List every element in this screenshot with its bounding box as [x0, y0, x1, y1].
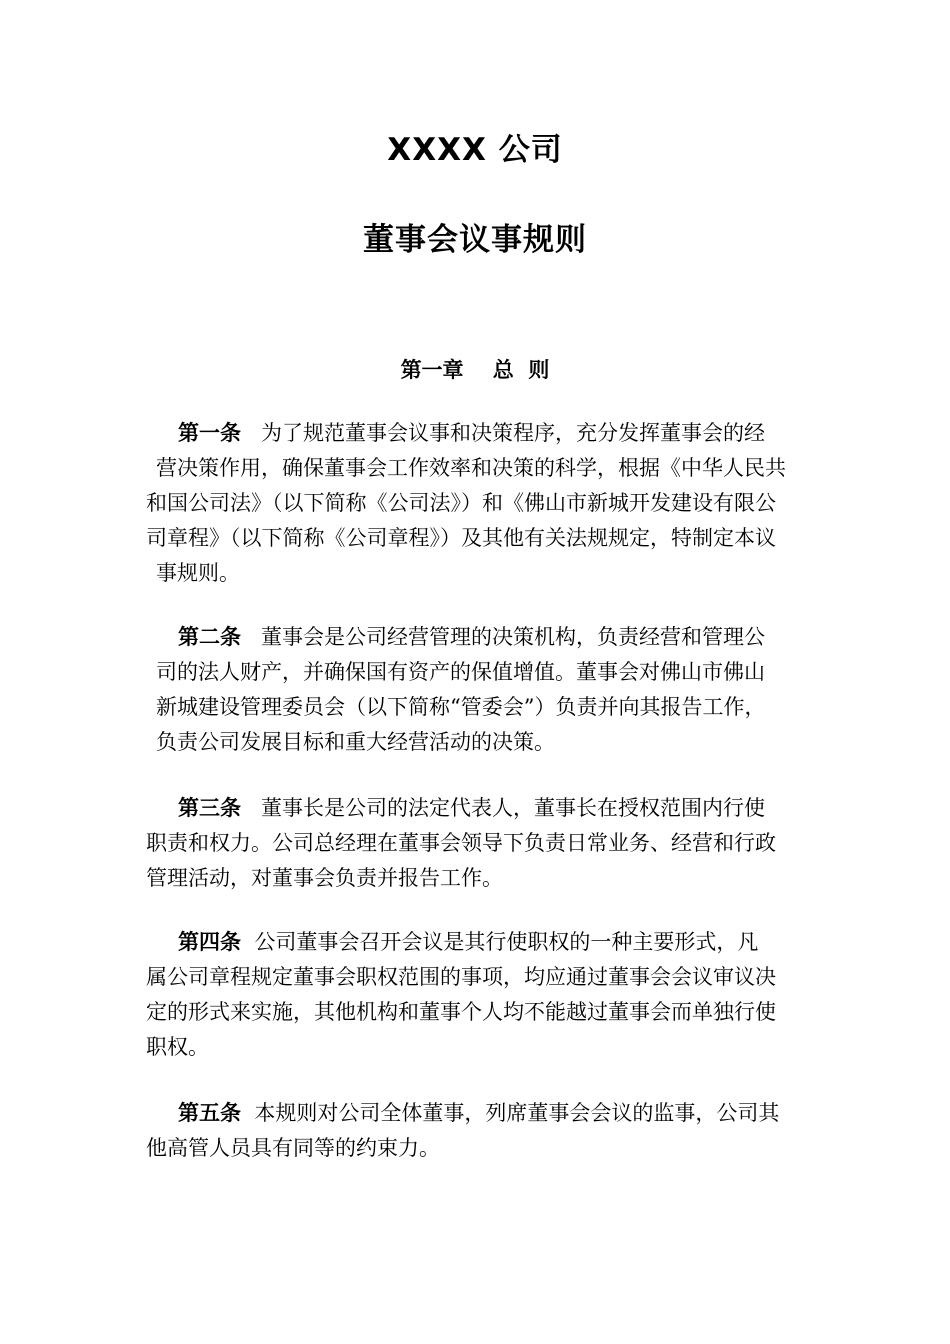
article-text-line: 职责和权力。公司总经理在董事会领导下负责日常业务、经营和行政 [146, 831, 776, 855]
article-text-line: 司的法人财产，并确保国有资产的保值增值。董事会对佛山市佛山 [156, 660, 765, 684]
article-text-line: 负责公司发展目标和重大经营活动的决策。 [156, 730, 555, 754]
article-label: 第二条 [178, 625, 241, 649]
article-text-line: 他高管人员具有同等的约束力。 [146, 1136, 440, 1160]
article-first-line [146, 620, 806, 655]
article-label: 第一条 [178, 421, 241, 445]
article-text-line: 事规则。 [156, 561, 240, 585]
article-first-line [146, 925, 806, 960]
article-label: 第五条 [178, 1101, 241, 1125]
article-text-line: 定的形式来实施，其他机构和董事个人均不能越过董事会而单独行使 [146, 1000, 776, 1024]
document-title: 董事会议事规则 [363, 222, 587, 258]
article-text-line: 公司董事会召开会议是其行使职权的一种主要形式，凡 [254, 930, 759, 954]
article-text-line: 为了规范董事会议事和决策程序，充分发挥董事会的经 [261, 421, 766, 445]
article-text-line: 职权。 [146, 1035, 209, 1059]
article-text-line: 和国公司法》（以下简称《公司法》）和《佛山市新城开发建设有限公 [146, 491, 776, 515]
article-text-line: 新城建设管理委员会（以下简称“管委会”）负责并向其报告工作， [156, 695, 766, 719]
article-text-line: 司章程》（以下简称《公司章程》）及其他有关法规规定，特制定本议 [146, 526, 776, 550]
article-3 [146, 791, 806, 896]
article-first-line [146, 1096, 806, 1131]
article-first-line [146, 416, 806, 451]
article-1 [146, 416, 806, 591]
chapter-title: 第一章 总 则 [400, 358, 550, 382]
company-title: XXXX 公司 [387, 132, 563, 168]
article-text-line: 营决策作用，确保董事会工作效率和决策的科学，根据《中华人民共 [156, 456, 786, 480]
article-label: 第四条 [178, 930, 241, 954]
article-first-line [146, 791, 806, 826]
article-text-line: 董事会是公司经营管理的决策机构，负责经营和管理公 [261, 625, 766, 649]
article-text-line: 属公司章程规定董事会职权范围的事项，均应通过董事会会议审议决 [146, 965, 776, 989]
article-2 [146, 620, 806, 760]
article-label: 第三条 [178, 796, 241, 820]
article-text-line: 董事长是公司的法定代表人，董事长在授权范围内行使 [261, 796, 766, 820]
article-text-line: 本规则对公司全体董事，列席董事会会议的监事，公司其 [254, 1101, 780, 1125]
article-text-line: 管理活动，对董事会负责并报告工作。 [146, 866, 503, 890]
article-5 [146, 1096, 806, 1166]
article-4 [146, 925, 806, 1065]
